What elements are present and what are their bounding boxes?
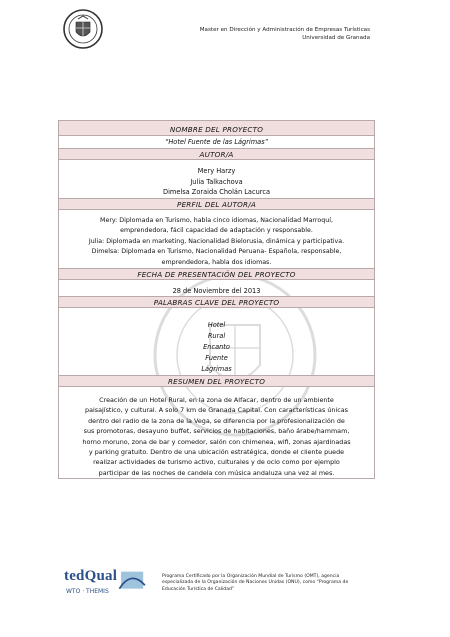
university-crest-icon [62,8,104,50]
resumen-heading: RESUMEN DEL PROYECTO [58,375,375,387]
keyword: Lágrimas [201,365,232,373]
keyword: Hotel [207,321,226,329]
nombre-proyecto-heading: NOMBRE DEL PROYECTO [58,120,375,136]
tedqual-logo [60,566,152,600]
tedqual-sub: WTO · THEMIS [66,588,109,595]
fecha-value: 28 de Noviembre del 2013 [58,286,375,296]
resumen-text [58,393,375,479]
resumen-line: realizar actividades de turismo activo, culturales y de ocio como por ejemplo [93,458,340,467]
author-name: Dimelsa Zoraida Cholán Lacurca [163,188,270,196]
footer-line: Educación Turística de Calidad” [162,586,235,592]
keyword: Fuente [205,354,228,362]
resumen-line: sus promotoras, desayuno buffet, servicios de habitaciones, baño árabe/hammam, [83,427,350,436]
authors-list [58,166,375,198]
keywords-list [58,320,375,375]
keyword: Encanto [203,343,230,351]
footer-line: especializada de la Organización de Naciones Unidas (ONU), como “Programa de [162,580,349,586]
resumen-line: y parking gratuito. Dentro de una ubicación estratégica, donde el cliente puede [88,448,345,457]
footer-line: Programa Certificado por la Organización Mundial de Turismo (OMT), agencia [162,574,340,579]
perfil-heading: PERFIL DEL AUTOR/A [58,198,375,210]
perfil-line: Julia: Diplomada en marketing, Nacionalidad Bielorusia, dinámica y participativa. [88,237,345,245]
project-form [58,120,375,479]
nombre-proyecto-value: “Hotel Fuente de las Lágrimas” [58,136,375,148]
header [200,26,370,42]
resumen-line: dentro del radio de la zona de la Vega, se diferencia por la profesionalización de [88,416,345,425]
tedqual-brand: tedQual [64,568,118,584]
autora-heading: AUTOR/A [58,148,375,160]
header-master: Master en Dirección y Administración de Empresas Turísticas [199,27,370,33]
resumen-line: horno moruno, zona de bar y comedor, salón con chimenea, wifi, zonas ajardinadas [82,437,351,446]
perfil-text [58,216,375,269]
resumen-line: Creación de un Hotel Rural, en la zona de Alfacar, dentro de un ambiente [99,396,334,404]
keyword: Rural [207,332,226,340]
tedqual-arc-icon [116,566,150,596]
perfil-line: emprendedora, fácil capacidad de adaptación y responsable. [120,227,313,234]
author-name: Julia Talkachova [190,177,243,186]
perfil-line: emprendedora, habla dos idiomas. [161,258,272,266]
perfil-line: Dimelsa: Diplomada en Turismo, Nacionalidad Peruana- Española, responsable, [91,248,342,255]
palabras-clave-heading: PALABRAS CLAVE DEL PROYECTO [58,296,375,308]
perfil-line: Mery: Diplomada en Turismo, habla cinco idiomas, Nacionalidad Marroquí, [100,216,333,224]
spacer [58,308,375,320]
fecha-heading: FECHA DE PRESENTACIÓN DEL PROYECTO [58,268,375,280]
resumen-line: participar de las noches de candela con música andaluza una vez al mes. [98,468,335,477]
resumen-line: paisajístico, y cultural. A solo 7 km de Granada Capital. Con características únicas [85,406,348,415]
header-university: Universidad de Granada [302,35,370,41]
author-name: Mery Harzy [197,167,236,175]
footer-certification [162,574,382,593]
